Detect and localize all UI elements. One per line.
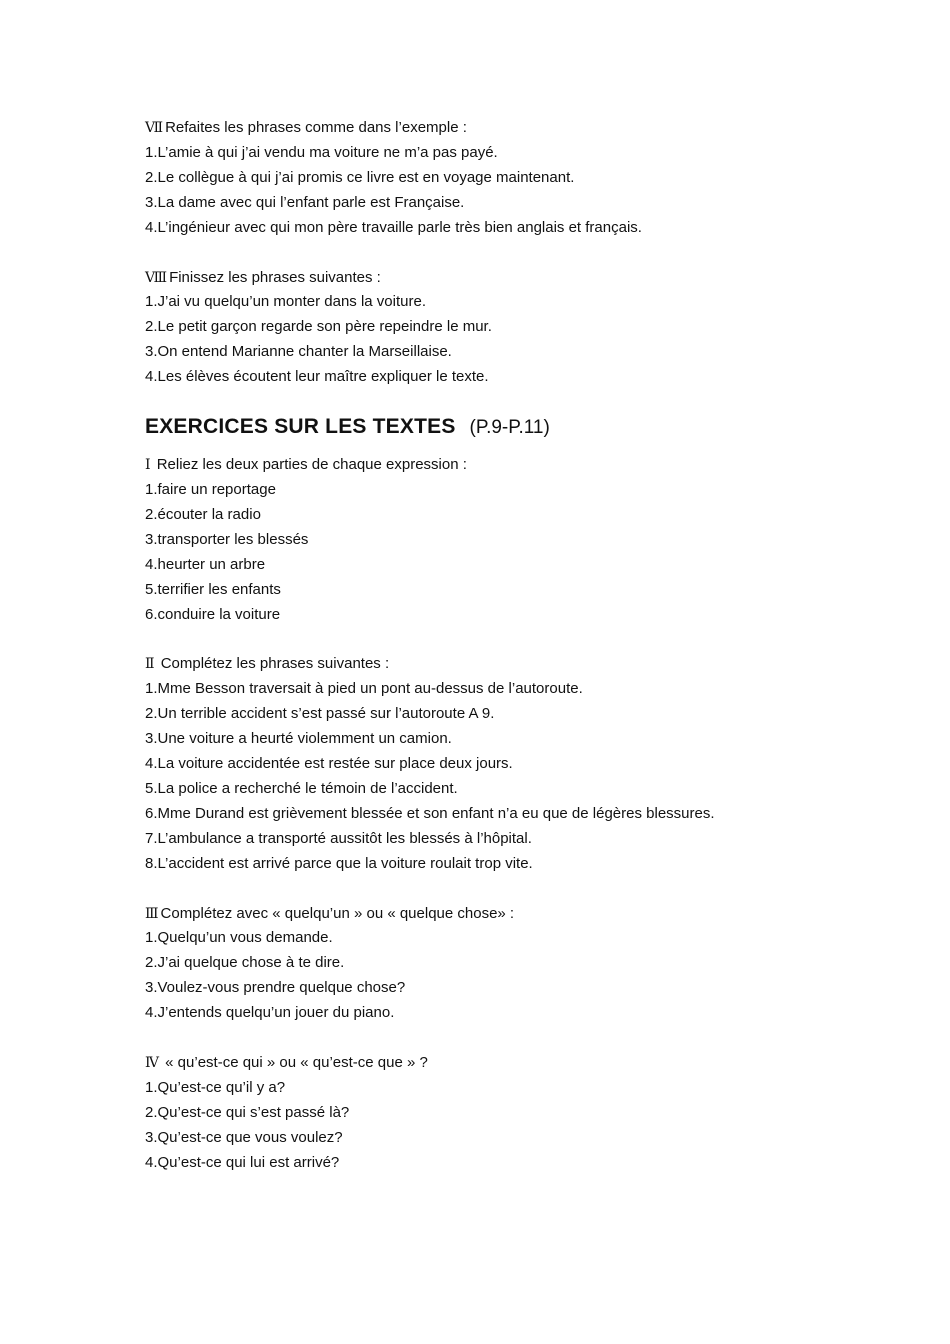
list-item: 4.J’entends quelqu’un jouer du piano. — [145, 1004, 395, 1022]
document-page — [145, 116, 845, 1201]
list-item: 4.La voiture accidentée est restée sur place deux jours. — [145, 755, 513, 773]
exercise-heading — [145, 453, 845, 478]
list-item: 4.L’ingénieur avec qui mon père travaille parle très bien anglais et français. — [145, 218, 642, 236]
list-item: 2.Qu’est-ce qui s’est passé là? — [145, 1103, 350, 1121]
exercise-vii — [145, 116, 845, 241]
list-item: 1.J’ai vu quelqu’un monter dans la voiture. — [145, 293, 427, 311]
exercise-iv — [145, 1051, 845, 1176]
list-item: 6.Mme Durand est grièvement blessée et son enfant n’a eu que de légères blessures. — [145, 804, 715, 822]
list-item: 4.Qu’est-ce qui lui est arrivé? — [145, 1153, 340, 1171]
list-item: 2.Un terrible accident s’est passé sur l’autoroute A 9. — [145, 705, 495, 723]
list-item: 2.Le collègue à qui j’ai promis ce livre est en voyage maintenant. — [145, 168, 575, 186]
heading-text: Refaites les phrases comme dans l’exemple : — [165, 119, 467, 136]
list-item: 3.On entend Marianne chanter la Marseillaise. — [145, 343, 452, 361]
list-item: 3.Une voiture a heurté violemment un camion. — [145, 730, 452, 748]
heading-text: « qu’est-ce qui » ou « qu’est-ce que » ? — [165, 1054, 428, 1072]
main-title-text: EXERCICES SUR LES TEXTES — [145, 415, 456, 439]
heading-text: Reliez les deux parties de chaque expression : — [156, 456, 467, 474]
main-title — [145, 415, 845, 439]
list-item: 1.faire un reportage — [145, 480, 276, 498]
roman-numeral: Ⅷ — [145, 269, 168, 286]
list-item: 1.Quelqu’un vous demande. — [145, 929, 333, 947]
list-item: 1.L’amie à qui j’ai vendu ma voiture ne m’a pas payé. — [145, 143, 498, 161]
list-item: 5.La police a recherché le témoin de l’accident. — [145, 779, 458, 797]
roman-numeral: Ⅲ — [145, 905, 159, 922]
list-item: 6.conduire la voiture — [145, 605, 281, 623]
list-item: 5.terrifier les enfants — [145, 580, 281, 598]
exercise-iii — [145, 902, 845, 1027]
list-item: 3.transporter les blessés — [145, 530, 309, 548]
page-range: (P.9-P.11) — [469, 417, 550, 439]
exercise-heading — [145, 1051, 845, 1076]
exercise-viii — [145, 266, 845, 391]
heading-text: Finissez les phrases suivantes : — [169, 268, 381, 286]
roman-numeral: Ⅶ — [145, 120, 164, 136]
list-item: 2.Le petit garçon regarde son père repeindre le mur. — [145, 318, 492, 336]
list-item: 3.La dame avec qui l’enfant parle est Française. — [145, 193, 465, 211]
exercise-heading — [145, 902, 845, 927]
list-item: 1.Mme Besson traversait à pied un pont au-dessus de l’autoroute. — [145, 680, 583, 698]
roman-numeral: Ⅰ — [145, 457, 151, 474]
exercise-heading — [145, 652, 845, 677]
list-item: 3.Qu’est-ce que vous voulez? — [145, 1128, 343, 1146]
heading-text: Complétez les phrases suivantes : — [160, 655, 390, 673]
roman-numeral: Ⅳ — [145, 1055, 159, 1072]
list-item: 1.Qu’est-ce qu’il y a? — [145, 1079, 286, 1096]
roman-numeral: Ⅱ — [145, 656, 155, 673]
exercise-i — [145, 453, 845, 627]
list-item: 4.heurter un arbre — [145, 555, 266, 573]
exercise-heading — [145, 266, 845, 291]
list-item: 8.L’accident est arrivé parce que la voiture roulait trop vite. — [145, 854, 533, 872]
exercise-heading — [145, 116, 845, 141]
list-item: 2.J’ai quelque chose à te dire. — [145, 954, 345, 972]
list-item: 2.écouter la radio — [145, 505, 261, 523]
list-item: 7.L’ambulance a transporté aussitôt les blessés à l’hôpital. — [145, 829, 532, 847]
heading-text: Complétez avec « quelqu’un » ou « quelque chose» : — [160, 904, 515, 922]
exercise-ii — [145, 652, 845, 876]
list-item: 3.Voulez-vous prendre quelque chose? — [145, 979, 406, 997]
list-item: 4.Les élèves écoutent leur maître expliquer le texte. — [145, 368, 489, 386]
